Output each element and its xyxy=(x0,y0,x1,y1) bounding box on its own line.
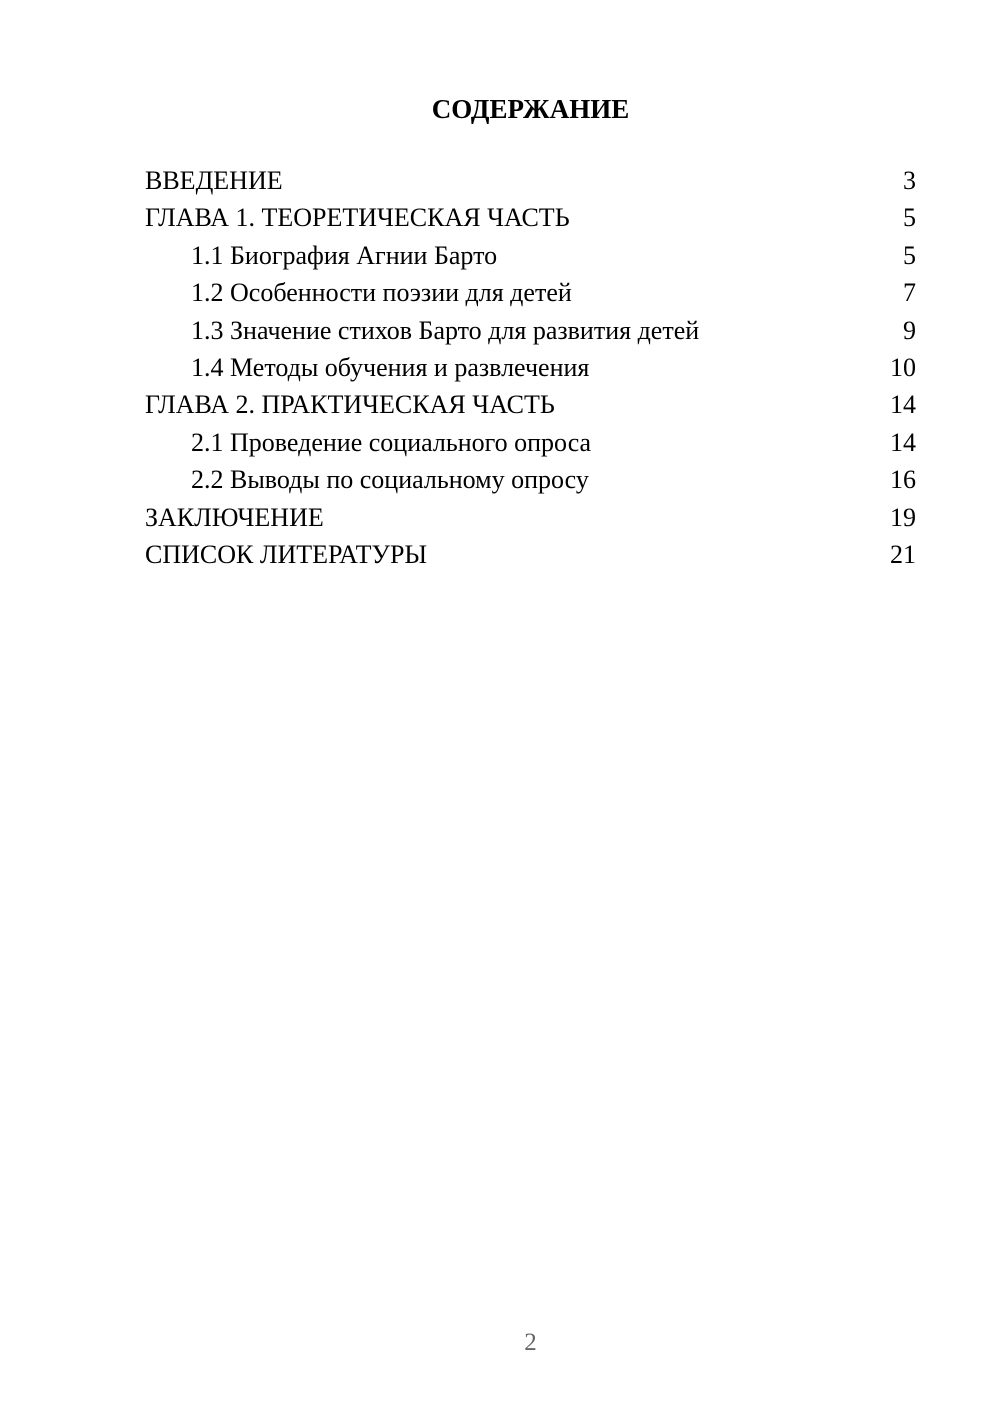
toc-entry-label: ЗАКЛЮЧЕНИЕ xyxy=(145,502,324,532)
toc-entry[interactable] xyxy=(145,199,916,236)
toc-entry-page: 14 xyxy=(890,390,916,420)
toc-entry-label: ГЛАВА 2. ПРАКТИЧЕСКАЯ ЧАСТЬ xyxy=(145,390,555,420)
toc-entry-label: 1.3 Значение стихов Барто для развития детей xyxy=(191,315,700,345)
toc-entry[interactable] xyxy=(145,461,916,498)
toc-entry-page: 14 xyxy=(890,427,916,457)
toc-entry[interactable] xyxy=(145,499,916,536)
toc-entry[interactable] xyxy=(145,274,916,311)
toc-entry[interactable] xyxy=(145,312,916,349)
toc-entry-page: 7 xyxy=(903,278,916,308)
toc-entry-page: 5 xyxy=(903,203,916,233)
toc-entry[interactable] xyxy=(145,349,916,386)
toc-entry[interactable] xyxy=(145,386,916,423)
toc-entry-label: ВВЕДЕНИЕ xyxy=(145,166,283,195)
toc-entry-page: 19 xyxy=(890,502,916,532)
toc-entry-label: 1.1 Биография Агнии Барто xyxy=(191,240,498,270)
toc-entry-page: 10 xyxy=(890,353,916,383)
toc-entry-label: СПИСОК ЛИТЕРАТУРЫ xyxy=(145,540,428,570)
toc-entry-label: 2.1 Проведение социального опроса xyxy=(191,427,592,457)
toc-entry[interactable] xyxy=(145,536,916,573)
toc-entry-page: 9 xyxy=(903,315,916,345)
toc-entry-label: ГЛАВА 1. ТЕОРЕТИЧЕСКАЯ ЧАСТЬ xyxy=(145,203,570,233)
table-of-contents xyxy=(145,162,916,573)
toc-entry-page: 5 xyxy=(903,240,916,270)
toc-entry-label: 1.4 Методы обучения и развлечения xyxy=(191,353,590,383)
toc-entry-label: 2.2 Выводы по социальному опросу xyxy=(191,465,589,495)
toc-entry-label: 1.2 Особенности поэзии для детей xyxy=(191,278,572,308)
toc-entry-page: 21 xyxy=(890,540,916,570)
page-title: СОДЕРЖАНИЕ xyxy=(431,94,630,124)
toc-entry[interactable] xyxy=(145,237,916,274)
toc-entry-page: 3 xyxy=(903,166,916,195)
toc-entry[interactable] xyxy=(145,424,916,461)
footer-page-number: 2 xyxy=(524,1329,537,1356)
toc-entry[interactable] xyxy=(145,162,916,199)
toc-entry-page: 16 xyxy=(890,465,916,495)
page-content xyxy=(0,0,1000,573)
